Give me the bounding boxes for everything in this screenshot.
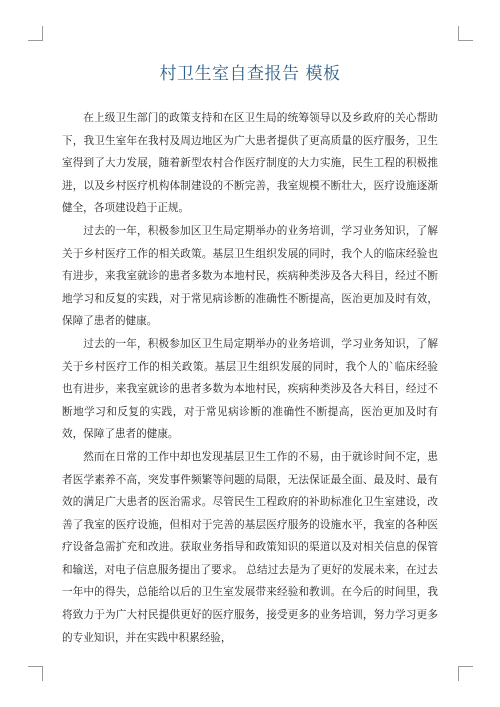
page-corner-mark-top-left <box>28 26 43 41</box>
paragraph-4: 然而在日常的工作中却也发现基层卫生工作的不易，由于就诊时间不定，患者医学素养不高，突发事件频繁等问题的局限，无法保证最全面、最及时、最有效的满足广大患者的医治需求。尽管民生工程政府的补助标准化卫生室建设，改善了我室的医疗设施，但相对于完善的基层医疗服务的设施水平，我室的各种医疗设备急需扩充和改进。获取业务指导和政策知识的渠道以及对相关信息的保管和输送，对电子信息服务提出了要求。 总结过去是为了更好的发展未来，在过去一年中的得失，总能给以后的卫生室发展带来经验和教训。在今后的时间里，我将致力于为广大村民提供更好的医疗服务，接受更多的业务培训，努力学习更多的专业知识，并在实践中积累经验， <box>62 450 438 644</box>
page-corner-mark-top-right <box>458 26 473 41</box>
paragraph-2: 过去的一年，积极参加区卫生局定期举办的业务培训，学习业务知识，了解关于乡村医疗工作的相关政策。基层卫生组织发展的同时，我个人的临床经验也有进步，来我室就诊的患者多数为本地村民，疾病种类涉及各大科目，经过不断地学习和反复的实践，对于常见病诊断的准确性不断提高，医治更加及时有效，保障了患者的健康。 <box>62 224 438 328</box>
page-title: 村卫生室自查报告 模板 <box>159 64 341 84</box>
paragraph-1: 在上级卫生部门的政策支持和在区卫生局的统筹领导以及乡政府的关心帮助下，我卫生室年在我村及周边地区为广大患者提供了更高质量的医疗服务，卫生室得到了大力发展，随着新型农村合作医疗制度的大力实施，民生工程的积极推进，以及乡村医疗机构体制建设的不断完善，我室规模不断壮大，医疗设施逐渐健全，各项建设趋于正规。 <box>62 112 438 215</box>
document-body <box>62 107 438 649</box>
page-corner-mark-bottom-left <box>28 666 43 681</box>
paragraph-3: 过去的一年，积极参加区卫生局定期举办的业务培训，学习业务知识，了解关于乡村医疗工作的相关政策。基层卫生组织发展的同时，我个人的`临床经验也有进步，来我室就诊的患者多数为本地村民，疾病种类涉及各大科目，经过不断地学习和反复的实践，对于常见病诊断的准确性不断提高，医治更加及时有效，保障了患者的健康。 <box>62 337 438 441</box>
page-corner-mark-bottom-right <box>458 666 473 681</box>
